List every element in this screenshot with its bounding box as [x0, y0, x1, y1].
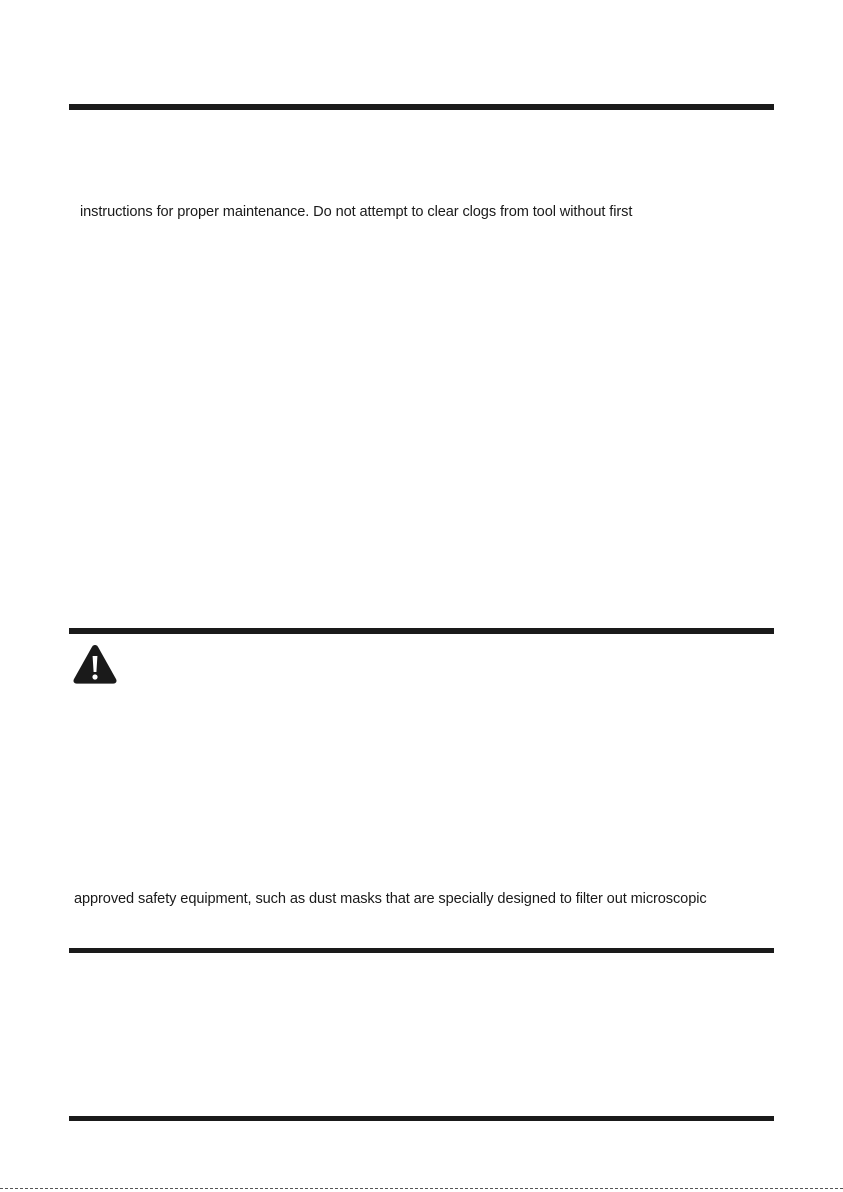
- warning-triangle-icon: [72, 643, 118, 685]
- maintenance-text-line: instructions for proper maintenance. Do not attempt to clear clogs from tool without first: [80, 204, 633, 220]
- safety-equipment-text-line: approved safety equipment, such as dust masks that are specially designed to filter out microscopic: [74, 891, 707, 907]
- warning-section-divider: [69, 628, 774, 634]
- lower-divider: [69, 948, 774, 953]
- top-divider: [69, 104, 774, 110]
- page-edge-dashed-line: [0, 1188, 843, 1189]
- bottom-divider: [69, 1116, 774, 1121]
